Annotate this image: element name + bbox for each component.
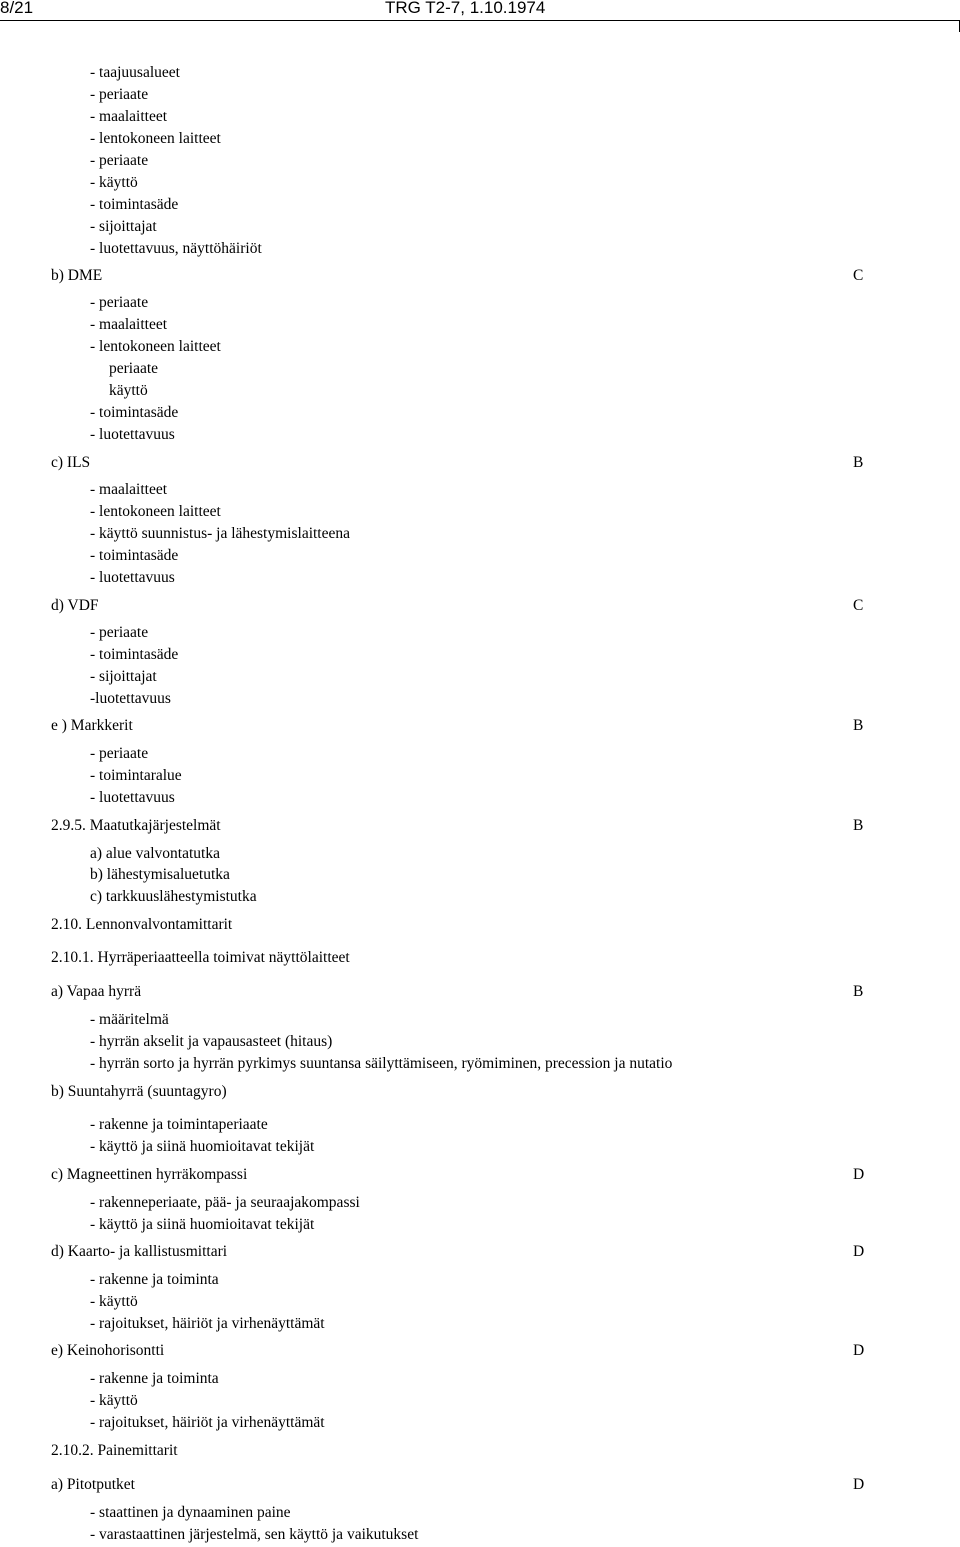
- list-item: - sijoittajat: [90, 668, 157, 685]
- page-header: [0, 0, 960, 20]
- list-item: - lentokoneen laitteet: [90, 503, 221, 520]
- section-heading: b) DME: [51, 267, 103, 284]
- list-item: - lentokoneen laitteet: [90, 338, 221, 355]
- section-heading: a) Pitotputket: [51, 1476, 135, 1493]
- section-heading: 2.10.2. Painemittarit: [51, 1442, 178, 1459]
- header-rule: [0, 20, 960, 21]
- list-item: - käyttö suunnistus- ja lähestymislaitteena: [90, 525, 351, 542]
- section-heading: d) Kaarto- ja kallistusmittari: [51, 1243, 228, 1260]
- list-item: - toimintaralue: [90, 767, 182, 784]
- list-item: käyttö: [109, 382, 148, 399]
- list-item: - maalaitteet: [90, 481, 168, 498]
- list-item: - rakenneperiaate, pää- ja seuraajakompassi: [90, 1194, 360, 1211]
- list-item: - luotettavuus, näyttöhäiriöt: [90, 240, 262, 257]
- list-item: - rakenne ja toimintaperiaate: [90, 1116, 268, 1133]
- section-heading: b) Suuntahyrrä (suuntagyro): [51, 1083, 227, 1100]
- list-item: - luotettavuus: [90, 569, 175, 586]
- list-item: - luotettavuus: [90, 789, 175, 806]
- list-item: - periaate: [90, 745, 149, 762]
- list-item: - käyttö: [90, 1293, 138, 1310]
- level-indicator: D: [853, 1476, 865, 1493]
- list-item: - periaate: [90, 624, 149, 641]
- section-heading: 2.10.1. Hyrräperiaatteella toimivat näyttölaitteet: [51, 949, 350, 966]
- list-item: - periaate: [90, 86, 149, 103]
- list-item: -luotettavuus: [90, 690, 171, 707]
- level-indicator: B: [853, 817, 864, 834]
- section-heading: 2.9.5. Maatutkajärjestelmät: [51, 817, 221, 834]
- level-indicator: D: [853, 1166, 865, 1183]
- list-item: - toimintasäde: [90, 547, 179, 564]
- list-item: - periaate: [90, 294, 149, 311]
- section-heading: e) Keinohorisontti: [51, 1342, 165, 1359]
- section-heading: c) ILS: [51, 454, 91, 471]
- list-item: - rajoitukset, häiriöt ja virhenäyttämät: [90, 1315, 325, 1332]
- list-item: - sijoittajat: [90, 218, 157, 235]
- level-indicator: C: [853, 267, 864, 284]
- list-item: - taajuusalueet: [90, 64, 180, 81]
- list-item: - periaate: [90, 152, 149, 169]
- list-item: - hyrrän sorto ja hyrrän pyrkimys suuntansa säilyttämiseen, ryömiminen, precession ja nutatio: [90, 1055, 673, 1072]
- list-item: - käyttö ja siinä huomioitavat tekijät: [90, 1216, 315, 1233]
- list-item: - käyttö: [90, 174, 138, 191]
- section-heading: d) VDF: [51, 597, 99, 614]
- list-item: a) alue valvontatutka: [90, 845, 220, 862]
- level-indicator: B: [853, 454, 864, 471]
- list-item: - hyrrän akselit ja vapausasteet (hitaus): [90, 1033, 333, 1050]
- list-item: b) lähestymisaluetutka: [90, 866, 230, 883]
- list-item: - maalaitteet: [90, 316, 168, 333]
- page-number: 8/21: [0, 0, 34, 17]
- level-indicator: D: [853, 1243, 865, 1260]
- section-heading: a) Vapaa hyrrä: [51, 983, 142, 1000]
- list-item: - määritelmä: [90, 1011, 169, 1028]
- list-item: - käyttö ja siinä huomioitavat tekijät: [90, 1138, 315, 1155]
- list-item: - luotettavuus: [90, 426, 175, 443]
- section-heading: e ) Markkerit: [51, 717, 133, 734]
- list-item: - lentokoneen laitteet: [90, 130, 221, 147]
- list-item: - toimintasäde: [90, 196, 179, 213]
- list-item: - varastaattinen järjestelmä, sen käyttö ja vaikutukset: [90, 1526, 419, 1543]
- level-indicator: C: [853, 597, 864, 614]
- level-indicator: B: [853, 983, 864, 1000]
- list-item: - rakenne ja toiminta: [90, 1370, 219, 1387]
- list-item: - rajoitukset, häiriöt ja virhenäyttämät: [90, 1414, 325, 1431]
- list-item: periaate: [109, 360, 159, 377]
- level-indicator: B: [853, 717, 864, 734]
- document-reference: TRG T2-7, 1.10.1974: [385, 0, 546, 17]
- list-item: - maalaitteet: [90, 108, 168, 125]
- list-item: - rakenne ja toiminta: [90, 1271, 219, 1288]
- section-heading: c) Magneettinen hyrräkompassi: [51, 1166, 248, 1183]
- level-indicator: D: [853, 1342, 865, 1359]
- list-item: - käyttö: [90, 1392, 138, 1409]
- list-item: c) tarkkuuslähestymistutka: [90, 888, 257, 905]
- list-item: - staattinen ja dynaaminen paine: [90, 1504, 291, 1521]
- list-item: - toimintasäde: [90, 646, 179, 663]
- list-item: - toimintasäde: [90, 404, 179, 421]
- section-heading: 2.10. Lennonvalvontamittarit: [51, 916, 233, 933]
